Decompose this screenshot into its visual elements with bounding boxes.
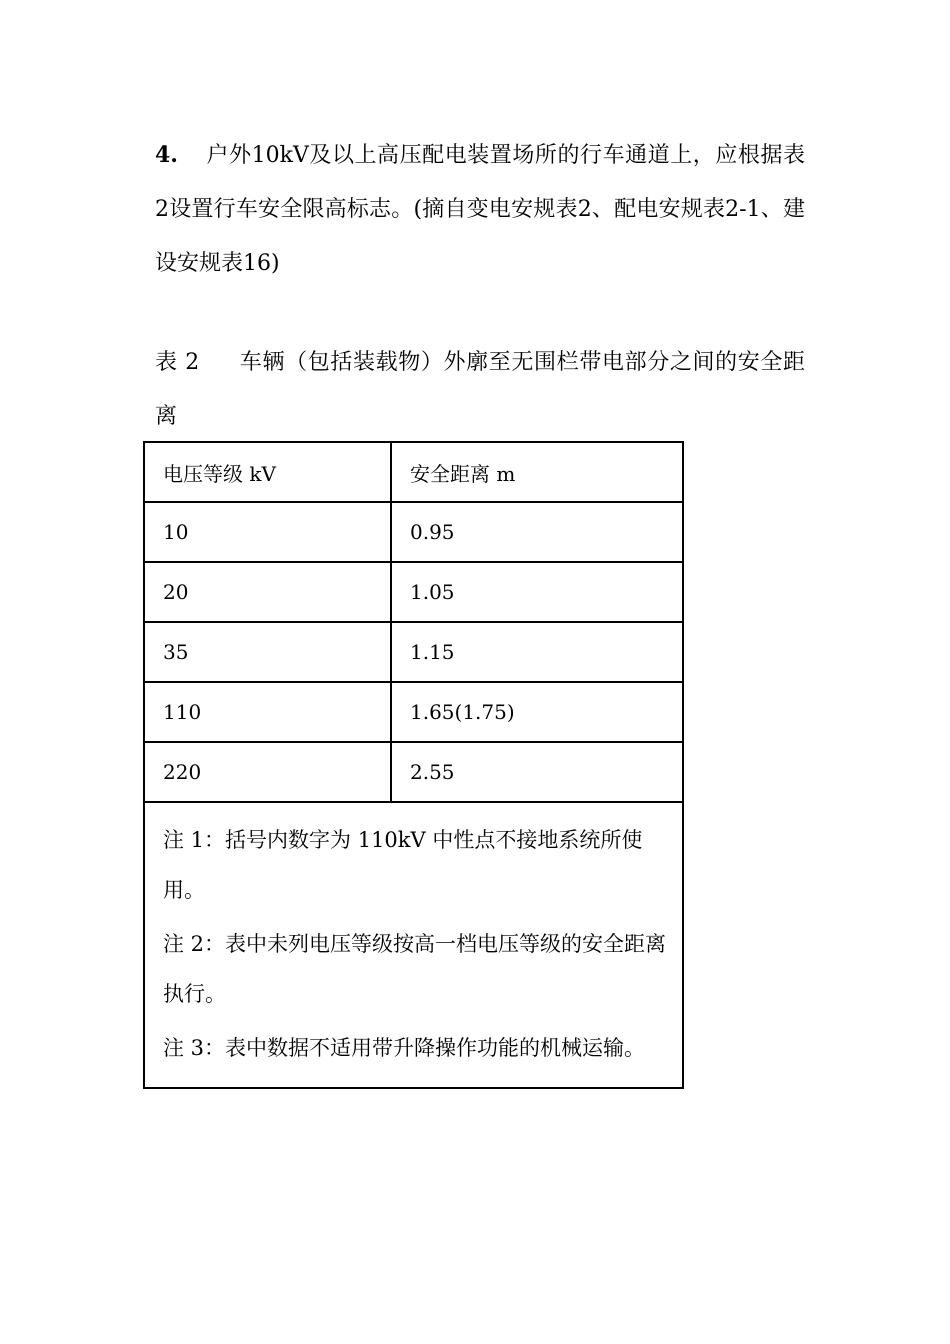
distance-cell: 2.55 xyxy=(391,742,683,802)
voltage-cell: 20 xyxy=(144,562,391,622)
distance-cell: 0.95 xyxy=(391,502,683,562)
distance-cell: 1.15 xyxy=(391,622,683,682)
voltage-cell: 35 xyxy=(144,622,391,682)
table-row xyxy=(144,742,683,802)
voltage-cell: 110 xyxy=(144,682,391,742)
table-row xyxy=(144,502,683,562)
table-caption xyxy=(155,336,805,444)
paragraph-text: 户外10kV及以上高压配电装置场所的行车通道上，应根据表2设置行车安全限高标志。(摘自变电安规表2、配电安规表2-1、建设安规表16) xyxy=(155,143,805,276)
table-label: 表 2 xyxy=(155,350,200,375)
note-3: 注 3：表中数据不适用带升降操作功能的机械运输。 xyxy=(163,1036,646,1060)
note-1: 注 1：括号内数字为 110kV 中性点不接地系统所使用。 xyxy=(163,828,643,902)
table-title: 车辆（包括装载物）外廓至无围栏带电部分之间的安全距离 xyxy=(155,350,805,429)
paragraph-number: 4. xyxy=(155,142,178,168)
table-row xyxy=(144,682,683,742)
table-row xyxy=(144,622,683,682)
table-row xyxy=(144,562,683,622)
note-2: 注 2：表中未列电压等级按高一档电压等级的安全距离执行。 xyxy=(163,932,667,1006)
table-notes-row xyxy=(144,802,683,1088)
voltage-cell: 10 xyxy=(144,502,391,562)
voltage-cell: 220 xyxy=(144,742,391,802)
distance-cell: 1.65(1.75) xyxy=(391,682,683,742)
distance-cell: 1.05 xyxy=(391,562,683,622)
paragraph-4 xyxy=(155,128,805,291)
table-header-row xyxy=(144,442,683,502)
safety-distance-table xyxy=(143,441,684,1089)
header-distance: 安全距离 m xyxy=(391,442,683,502)
header-voltage: 电压等级 kV xyxy=(144,442,391,502)
notes-cell xyxy=(144,802,683,1088)
